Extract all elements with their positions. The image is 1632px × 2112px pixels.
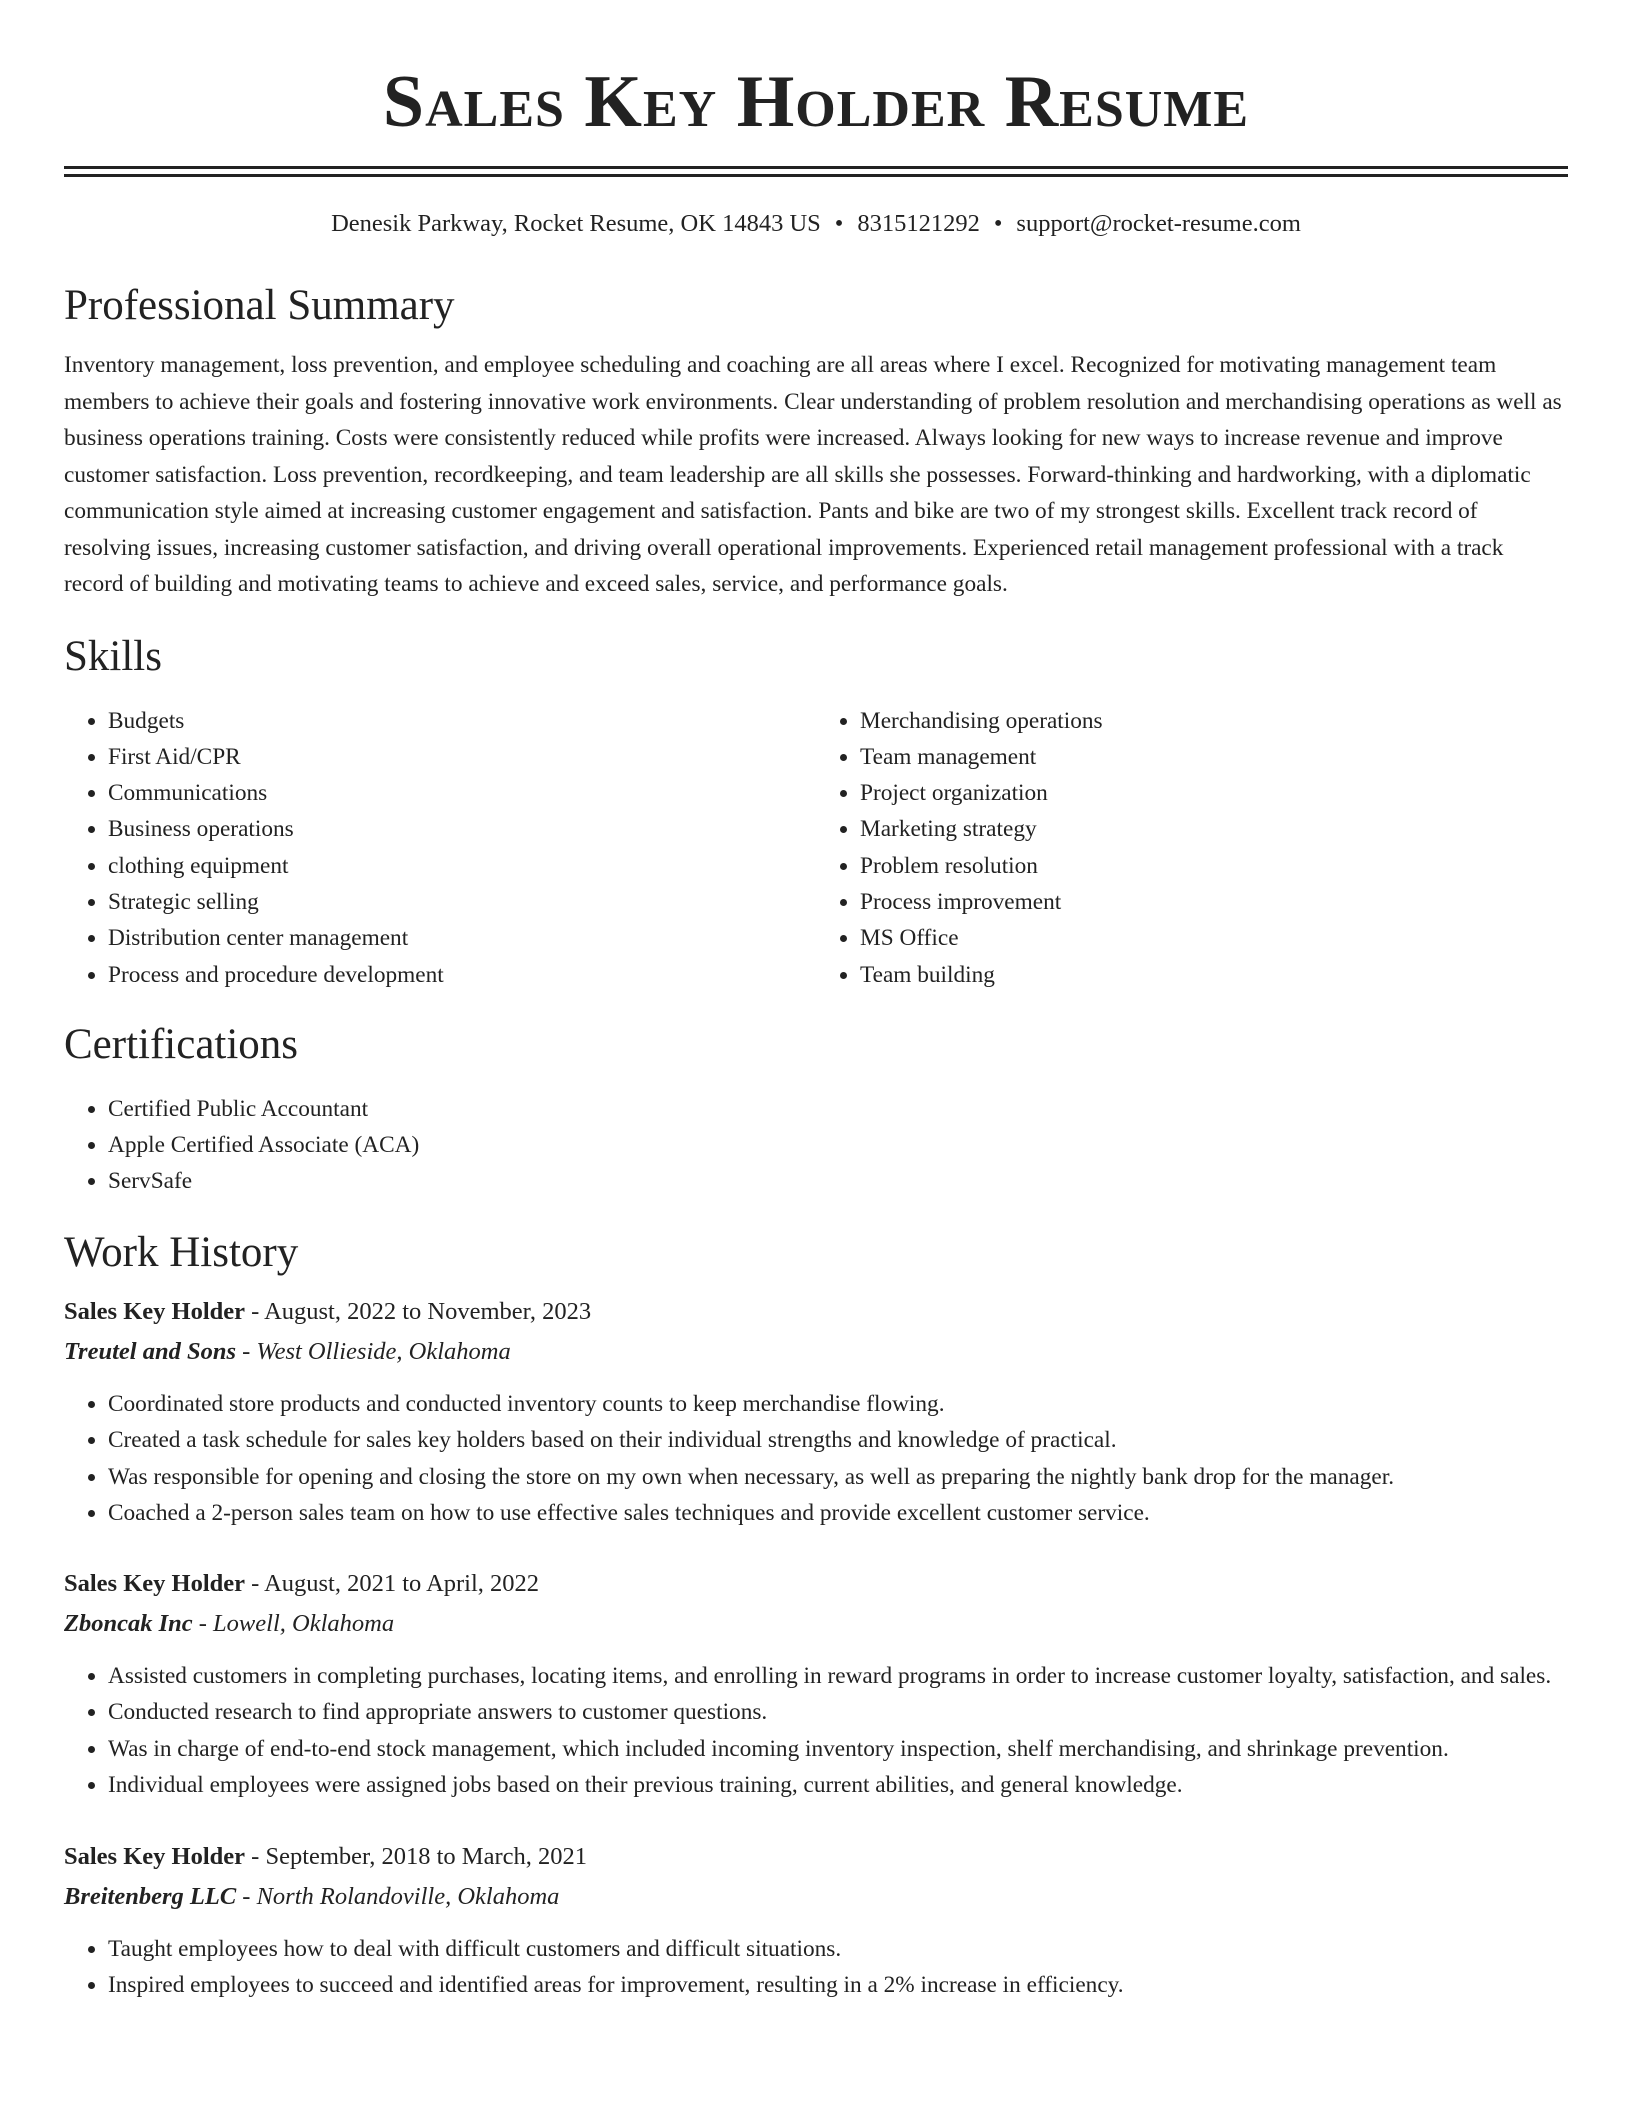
contact-separator: •	[993, 210, 1003, 237]
certification-item: • Certified Public Accountant	[108, 1091, 1568, 1127]
job-title: Sales Key Holder	[64, 1842, 246, 1870]
skill-item: • Project organization	[860, 775, 1568, 811]
resume-title: Sales Key Holder Resume	[382, 61, 1250, 143]
contact-address: Denesik Parkway, Rocket Resume, OK 14843 US	[331, 210, 821, 237]
skill-item: • Communications	[108, 775, 816, 811]
contact-phone: 8315121292	[857, 210, 980, 237]
job-duty: • Coached a 2-person sales team on how to use effective sales techniques and provide excellent customer service.	[108, 1495, 1568, 1532]
job-dash: -	[192, 1609, 214, 1637]
job-header	[64, 1837, 1568, 1877]
job-duty: • Conducted research to find appropriate answers to customer questions.	[108, 1694, 1568, 1731]
job-employer	[64, 1877, 1568, 1917]
summary-text: Inventory management, loss prevention, and employee scheduling and coaching are all areas where I excel. Recognized for motivating management team members to achieve their goals and fostering innovative work environments. Clear understanding of problem resolution and merchandising operations as well as business operations training. Costs were consistently reduced while profits were increased. Always looking for new ways to increase revenue and improve customer satisfaction. Loss prevention, recordkeeping, and team leadership are all skills she possesses. Forward-thinking and hardworking, with a diplomatic communication style aimed at increasing customer engagement and satisfaction. Pants and bike are two of my strongest skills. Excellent track record of resolving issues, increasing customer satisfaction, and driving overall operational improvements. Experienced retail management professional with a track record of building and motivating teams to achieve and exceed sales, service, and performance goals.	[64, 352, 1562, 597]
certifications-section	[64, 1020, 1568, 1200]
job-employer	[64, 1604, 1568, 1644]
job-header	[64, 1564, 1568, 1604]
skill-item: • Team building	[860, 957, 1568, 993]
skill-item: • First Aid/CPR	[108, 739, 816, 775]
job-title: Sales Key Holder	[64, 1297, 246, 1325]
job-entry	[64, 1292, 1568, 1532]
section-heading-work-history: Work History	[64, 1228, 299, 1276]
job-duty: • Inspired employees to succeed and identified areas for improvement, resulting in a 2% increase in efficiency.	[108, 1967, 1568, 2004]
job-duty: • Was responsible for opening and closing the store on my own when necessary, as well as preparing the nightly bank drop for the manager.	[108, 1459, 1568, 1496]
job-duty: • Assisted customers in completing purchases, locating items, and enrolling in reward programs in order to increase customer loyalty, satisfaction, and sales.	[108, 1658, 1568, 1695]
title-double-rule	[64, 166, 1568, 177]
job-dash: -	[245, 1569, 265, 1597]
job-location: North Rolandoville, Oklahoma	[256, 1882, 560, 1910]
job-employer	[64, 1332, 1568, 1372]
job-entry	[64, 1564, 1568, 1804]
job-dash: -	[245, 1297, 265, 1325]
job-dates: August, 2021 to April, 2022	[264, 1569, 540, 1597]
job-dates: August, 2022 to November, 2023	[264, 1297, 592, 1325]
skill-item: • MS Office	[860, 920, 1568, 956]
job-location: Lowell, Oklahoma	[213, 1609, 395, 1637]
job-duty: • Was in charge of end-to-end stock management, which included incoming inventory inspection, shelf merchandising, and shrinkage prevention.	[108, 1731, 1568, 1768]
job-duty: • Taught employees how to deal with difficult customers and difficult situations.	[108, 1931, 1568, 1968]
work-history-section	[64, 1228, 1568, 2004]
job-duties-list	[64, 1386, 1568, 1532]
skills-list-right	[816, 703, 1568, 993]
skills-columns	[64, 703, 1568, 993]
section-heading-certifications: Certifications	[64, 1020, 299, 1068]
skill-item: • Merchandising operations	[860, 703, 1568, 739]
skill-item: • Distribution center management	[108, 920, 816, 956]
skill-item: • Team management	[860, 739, 1568, 775]
job-duties-list	[64, 1931, 1568, 2004]
job-duty: • Created a task schedule for sales key holders based on their individual strengths and knowledge of practical.	[108, 1422, 1568, 1459]
contact-line	[64, 207, 1568, 241]
skill-item: • Process and procedure development	[108, 957, 816, 993]
job-title: Sales Key Holder	[64, 1569, 246, 1597]
job-duty: • Coordinated store products and conducted inventory counts to keep merchandise flowing.	[108, 1386, 1568, 1423]
skill-item: • Budgets	[108, 703, 816, 739]
section-heading-skills: Skills	[64, 632, 162, 680]
skill-item: • Marketing strategy	[860, 811, 1568, 847]
job-duty: • Individual employees were assigned jobs based on their previous training, current abilities, and general knowledge.	[108, 1767, 1568, 1804]
skill-item: • Business operations	[108, 811, 816, 847]
job-dash: -	[236, 1882, 257, 1910]
job-dash: -	[245, 1842, 266, 1870]
job-company: Treutel and Sons	[64, 1337, 236, 1365]
certification-item: • Apple Certified Associate (ACA)	[108, 1127, 1568, 1163]
job-company: Zboncak Inc	[64, 1609, 193, 1637]
job-dash: -	[236, 1337, 257, 1365]
job-header	[64, 1292, 1568, 1332]
job-entry	[64, 1837, 1568, 2004]
skill-item: • Strategic selling	[108, 884, 816, 920]
resume-page	[64, 0, 1568, 2004]
skill-item: • Problem resolution	[860, 848, 1568, 884]
skill-item: • clothing equipment	[108, 848, 816, 884]
skill-item: • Process improvement	[860, 884, 1568, 920]
job-duties-list	[64, 1658, 1568, 1804]
certifications-list	[64, 1091, 1568, 1200]
contact-separator: •	[834, 210, 844, 237]
professional-summary-section	[64, 281, 1568, 603]
skills-list-left	[64, 703, 816, 993]
section-heading-summary: Professional Summary	[64, 282, 455, 329]
job-location: West Ollieside, Oklahoma	[256, 1337, 511, 1365]
certification-item: • ServSafe	[108, 1163, 1568, 1199]
job-company: Breitenberg LLC	[64, 1882, 237, 1910]
skills-section	[64, 632, 1568, 993]
contact-email: support@rocket-resume.com	[1016, 210, 1301, 237]
job-dates: September, 2018 to March, 2021	[265, 1842, 587, 1870]
